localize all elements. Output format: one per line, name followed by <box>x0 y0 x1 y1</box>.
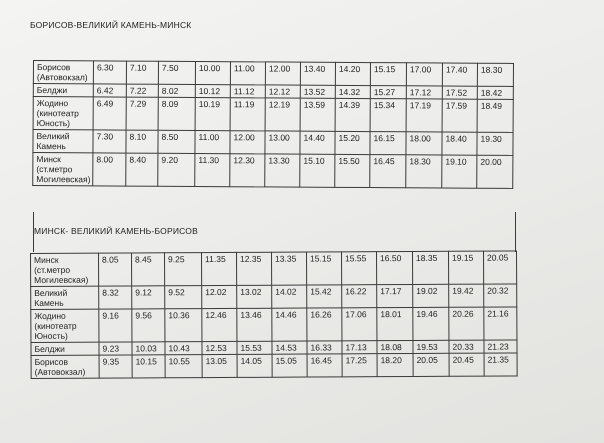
departure-time: 17.19 <box>406 99 442 132</box>
departure-time: 15.15 <box>306 252 341 285</box>
departure-time: 12.53 <box>202 341 237 354</box>
departure-time: 19.46 <box>413 307 449 340</box>
departure-time: 13.46 <box>237 308 272 341</box>
departure-time: 18.30 <box>477 63 513 86</box>
departure-time: 20.00 <box>477 155 513 188</box>
departure-time: 8.09 <box>158 97 195 130</box>
departure-time: 9.52 <box>165 286 202 309</box>
departure-time: 7.10 <box>126 61 158 84</box>
departure-time: 12.35 <box>236 252 271 285</box>
departure-time: 11.00 <box>230 62 265 85</box>
departure-time: 18.01 <box>377 307 413 340</box>
departure-time: 20.32 <box>484 284 517 307</box>
timetable-row <box>33 97 513 133</box>
departure-time: 9.35 <box>99 355 132 378</box>
departure-time: 10.43 <box>165 342 202 355</box>
departure-time: 16.33 <box>307 341 342 354</box>
departure-time: 15.15 <box>370 63 406 86</box>
departure-time: 11.19 <box>230 98 265 131</box>
timetable-row <box>33 61 513 87</box>
departure-time: 20.05 <box>413 353 449 376</box>
departure-time: 6.49 <box>93 97 126 130</box>
departure-time: 13.05 <box>202 354 237 377</box>
departure-time: 16.45 <box>370 155 406 188</box>
departure-time: 19.30 <box>477 132 513 155</box>
departure-time: 9.25 <box>165 253 202 286</box>
departure-time: 13.00 <box>265 131 300 154</box>
departure-time: 15.27 <box>370 86 406 99</box>
departure-time: 19.02 <box>413 284 449 307</box>
departure-time: 17.59 <box>442 99 477 132</box>
stop-name: Минск (ст.метро Могилевская) <box>31 253 99 286</box>
timetable-row <box>31 284 517 310</box>
departure-time: 10.15 <box>132 355 165 378</box>
departure-time: 8.45 <box>132 253 165 286</box>
stop-name: Жодино (кинотеатр Юность) <box>31 309 99 342</box>
departure-time: 7.30 <box>93 130 126 153</box>
departure-time: 19.53 <box>413 340 449 353</box>
departure-time: 8.40 <box>126 153 158 186</box>
stop-name: Великий Камень <box>31 286 99 309</box>
departure-time: 17.25 <box>342 354 377 377</box>
departure-time: 12.30 <box>230 154 265 187</box>
departure-time: 13.40 <box>300 62 335 85</box>
departure-time: 14.53 <box>272 341 307 354</box>
departure-time: 8.00 <box>93 153 126 186</box>
departure-time: 21.23 <box>484 340 517 353</box>
departure-time: 8.05 <box>99 253 132 286</box>
departure-time: 20.05 <box>483 251 516 284</box>
departure-time: 19.15 <box>448 251 483 284</box>
departure-time: 21.16 <box>484 307 517 340</box>
departure-time: 10.03 <box>132 342 165 355</box>
departure-time: 8.50 <box>158 130 195 153</box>
departure-time: 9.12 <box>132 286 165 309</box>
departure-time: 16.26 <box>307 308 342 341</box>
departure-time: 13.52 <box>300 85 335 98</box>
departure-time: 7.22 <box>126 84 158 97</box>
departure-time: 8.32 <box>99 286 132 309</box>
section-1-title: БОРИСОВ-ВЕЛИКИЙ КАМЕНЬ-МИНСК <box>30 20 192 30</box>
departure-time: 18.40 <box>442 132 477 155</box>
departure-time: 15.53 <box>237 341 272 354</box>
departure-time: 18.00 <box>406 132 442 155</box>
departure-time: 15.20 <box>335 131 370 154</box>
departure-time: 7.29 <box>126 97 158 130</box>
departure-time: 8.02 <box>158 84 195 97</box>
stop-name: Борисов (Автовокзал) <box>33 61 93 84</box>
departure-time: 12.02 <box>202 285 237 308</box>
stop-name: Белджи <box>33 84 93 97</box>
departure-time: 11.12 <box>230 85 265 98</box>
departure-time: 14.46 <box>272 308 307 341</box>
departure-time: 11.00 <box>195 130 230 153</box>
departure-time: 10.55 <box>165 355 202 378</box>
stop-name: Минск (ст.метро Могилевская) <box>33 153 93 186</box>
departure-time: 19.10 <box>442 155 477 188</box>
section-2-title: МИНСК- ВЕЛИКИЙ КАМЕНЬ-БОРИСОВ <box>34 226 198 236</box>
departure-time: 17.52 <box>442 86 477 99</box>
timetable-row <box>33 153 513 189</box>
departure-time: 19.42 <box>449 284 484 307</box>
timetable-row <box>33 130 513 156</box>
departure-time: 10.00 <box>195 61 230 84</box>
departure-time: 9.23 <box>99 342 132 355</box>
departure-time: 11.35 <box>202 252 237 285</box>
departure-time: 13.35 <box>271 252 306 285</box>
departure-time: 12.19 <box>265 98 300 131</box>
departure-time: 10.19 <box>195 97 230 130</box>
departure-time: 17.13 <box>342 341 377 354</box>
departure-time: 14.05 <box>237 354 272 377</box>
departure-time: 14.02 <box>272 285 307 308</box>
departure-time: 14.32 <box>335 85 370 98</box>
departure-time: 15.34 <box>370 99 406 132</box>
departure-time: 15.42 <box>307 285 342 308</box>
departure-time: 9.56 <box>132 309 165 342</box>
departure-time: 13.30 <box>265 154 300 187</box>
departure-time: 17.06 <box>342 308 377 341</box>
departure-time: 10.12 <box>195 84 230 97</box>
departure-time: 20.26 <box>449 307 484 340</box>
departure-time: 17.40 <box>442 63 477 86</box>
stop-name: Белджи <box>31 342 99 355</box>
departure-time: 9.20 <box>158 153 195 186</box>
departure-time: 12.00 <box>265 62 300 85</box>
timetable-row <box>31 353 517 379</box>
departure-time: 16.45 <box>307 354 342 377</box>
departure-time: 18.35 <box>412 251 448 284</box>
departure-time: 12.00 <box>230 131 265 154</box>
departure-time: 20.33 <box>449 340 484 353</box>
timetable-row <box>31 251 517 287</box>
departure-time: 15.10 <box>300 154 335 187</box>
departure-time: 14.39 <box>335 98 370 131</box>
departure-time: 16.15 <box>370 132 406 155</box>
departure-time: 17.17 <box>377 284 413 307</box>
departure-time: 17.00 <box>406 63 442 86</box>
timetable-body <box>31 251 518 379</box>
departure-time: 15.50 <box>335 154 370 187</box>
departure-time: 18.42 <box>477 86 513 99</box>
departure-time: 12.46 <box>202 308 237 341</box>
departure-time: 7.50 <box>158 61 195 84</box>
timetable-borisov-minsk <box>32 60 514 189</box>
stop-name: Борисов (Автовокзал) <box>31 355 99 378</box>
departure-time: 14.40 <box>300 131 335 154</box>
departure-time: 12.12 <box>265 85 300 98</box>
departure-time: 18.49 <box>477 99 513 132</box>
stop-name: Жодино (кинотеатр Юность) <box>33 97 93 130</box>
departure-time: 17.12 <box>406 86 442 99</box>
departure-time: 13.02 <box>237 285 272 308</box>
departure-time: 18.20 <box>377 353 413 376</box>
departure-time: 6.30 <box>93 61 126 84</box>
departure-time: 15.55 <box>341 252 376 285</box>
departure-time: 16.50 <box>376 251 412 284</box>
departure-time: 20.45 <box>449 353 484 376</box>
departure-time: 10.36 <box>165 309 202 342</box>
departure-time: 13.59 <box>300 98 335 131</box>
departure-time: 6.42 <box>93 84 126 97</box>
departure-time: 18.30 <box>406 155 442 188</box>
timetable-minsk-borisov <box>30 250 518 379</box>
stop-name: Великий Камень <box>33 130 93 153</box>
departure-time: 14.20 <box>335 62 370 85</box>
departure-time: 15.05 <box>272 354 307 377</box>
timetable-row <box>31 307 517 343</box>
departure-time: 9.16 <box>99 309 132 342</box>
departure-time: 11.30 <box>195 153 230 186</box>
departure-time: 18.08 <box>377 340 413 353</box>
timetable-body <box>33 61 514 189</box>
departure-time: 16.22 <box>342 285 377 308</box>
departure-time: 21.35 <box>484 353 517 376</box>
departure-time: 8.10 <box>126 130 158 153</box>
